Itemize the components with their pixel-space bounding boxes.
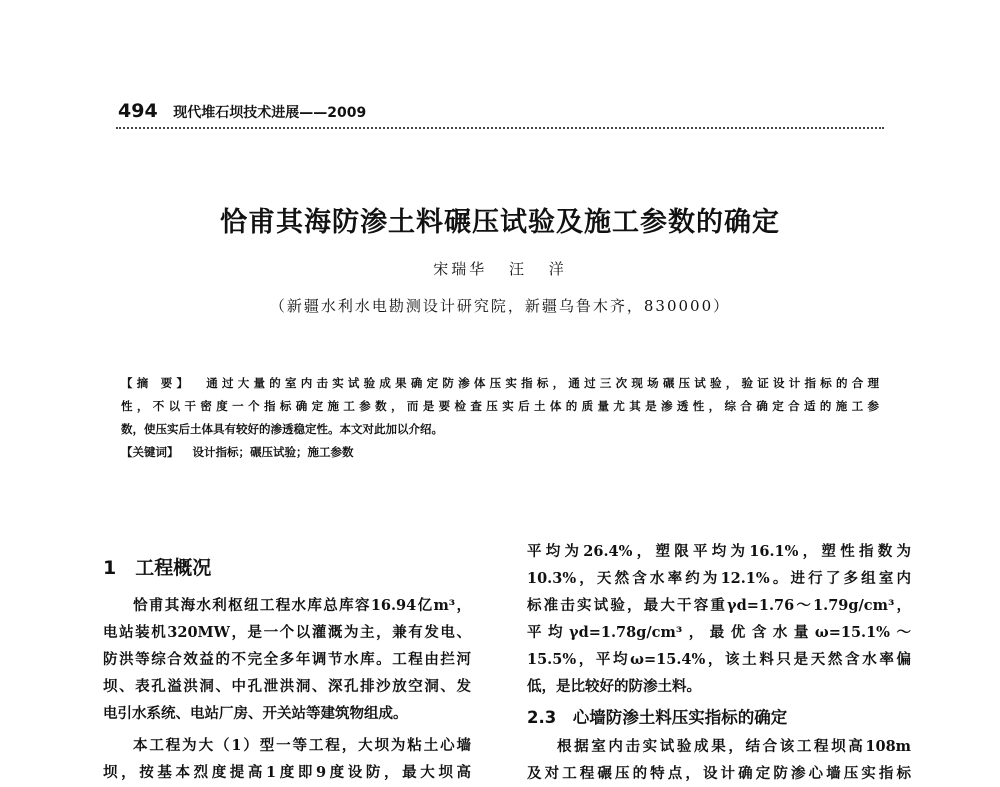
text-line: 平均为26.4%，塑限平均为16.1%，塑性指数为 <box>527 543 911 560</box>
paper-title: 恰甫其海防渗土料碾压试验及施工参数的确定 <box>220 207 780 238</box>
page-number: 494 <box>118 100 158 122</box>
running-header <box>118 100 366 122</box>
header-divider <box>116 127 884 129</box>
text-line: 根据室内击实试验成果，结合该工程坝高108m <box>557 738 911 755</box>
abstract <box>121 372 879 464</box>
affiliation: （新疆水利水电勘测设计研究院，新疆乌鲁木齐，830000） <box>269 297 731 315</box>
text-line: 电站装机320MW，是一个以灌溉为主，兼有发电、 <box>103 624 471 641</box>
keywords-label: 【关键词】 <box>121 445 179 459</box>
text-line: 平均γd=1.78g/cm³，最优含水量ω=15.1%～ <box>527 624 911 641</box>
right-column <box>527 538 911 787</box>
journal-title: 现代堆石坝技术进展——2009 <box>173 105 367 121</box>
text-line: 标准击实试验，最大干容重γd=1.76～1.79g/cm³， <box>527 597 911 614</box>
text-line: 及对工程碾压的特点，设计确定防渗心墙压实指标 <box>527 765 911 782</box>
text-line: 本工程为大（1）型一等工程，大坝为粘土心墙 <box>133 737 471 754</box>
keywords-line <box>121 441 879 464</box>
text-line: 恰甫其海水利枢纽工程水库总库容16.94亿m³， <box>133 597 471 614</box>
abstract-line <box>121 372 879 395</box>
text-line: 防洪等综合效益的不完全多年调节水库。工程由拦河 <box>103 651 471 668</box>
abstract-text: 通过大量的室内击实试验成果确定防渗体压实指标，通过三次现场碾压试验，验证设计指标的合理 <box>206 376 879 390</box>
section-heading-2-3: 2.3 心墙防渗土料压实指标的确定 <box>527 708 788 727</box>
text-line: 电引水系统、电站厂房、开关站等建筑物组成。 <box>103 705 408 722</box>
text-line: 坝、表孔溢洪洞、中孔泄洪洞、深孔排沙放空洞、发 <box>103 678 471 695</box>
abstract-line: 数，使压实后土体具有较好的渗透稳定性。本文对此加以介绍。 <box>121 422 443 436</box>
left-column <box>103 592 471 786</box>
section-heading-1: 1 工程概况 <box>103 557 212 579</box>
text-line: 10.3%，天然含水率约为12.1%。进行了多组室内 <box>527 570 911 587</box>
text-line: 15.5%，平均ω=15.4%，该土料只是天然含水率偏 <box>527 651 911 668</box>
abstract-label: 【摘 要】 <box>121 376 193 390</box>
abstract-line: 性，不以干密度一个指标确定施工参数，而是要检查压实后土体的质量尤其是渗透性，综合确定合适的施工参 <box>121 399 879 413</box>
keywords: 设计指标；碾压试验；施工参数 <box>192 445 354 459</box>
authors: 宋瑞华 汪 洋 <box>433 260 567 278</box>
text-line: 低，是比较好的防渗土料。 <box>527 678 701 695</box>
text-line: 坝，按基本烈度提高1度即9度设防，最大坝高 <box>103 764 471 781</box>
